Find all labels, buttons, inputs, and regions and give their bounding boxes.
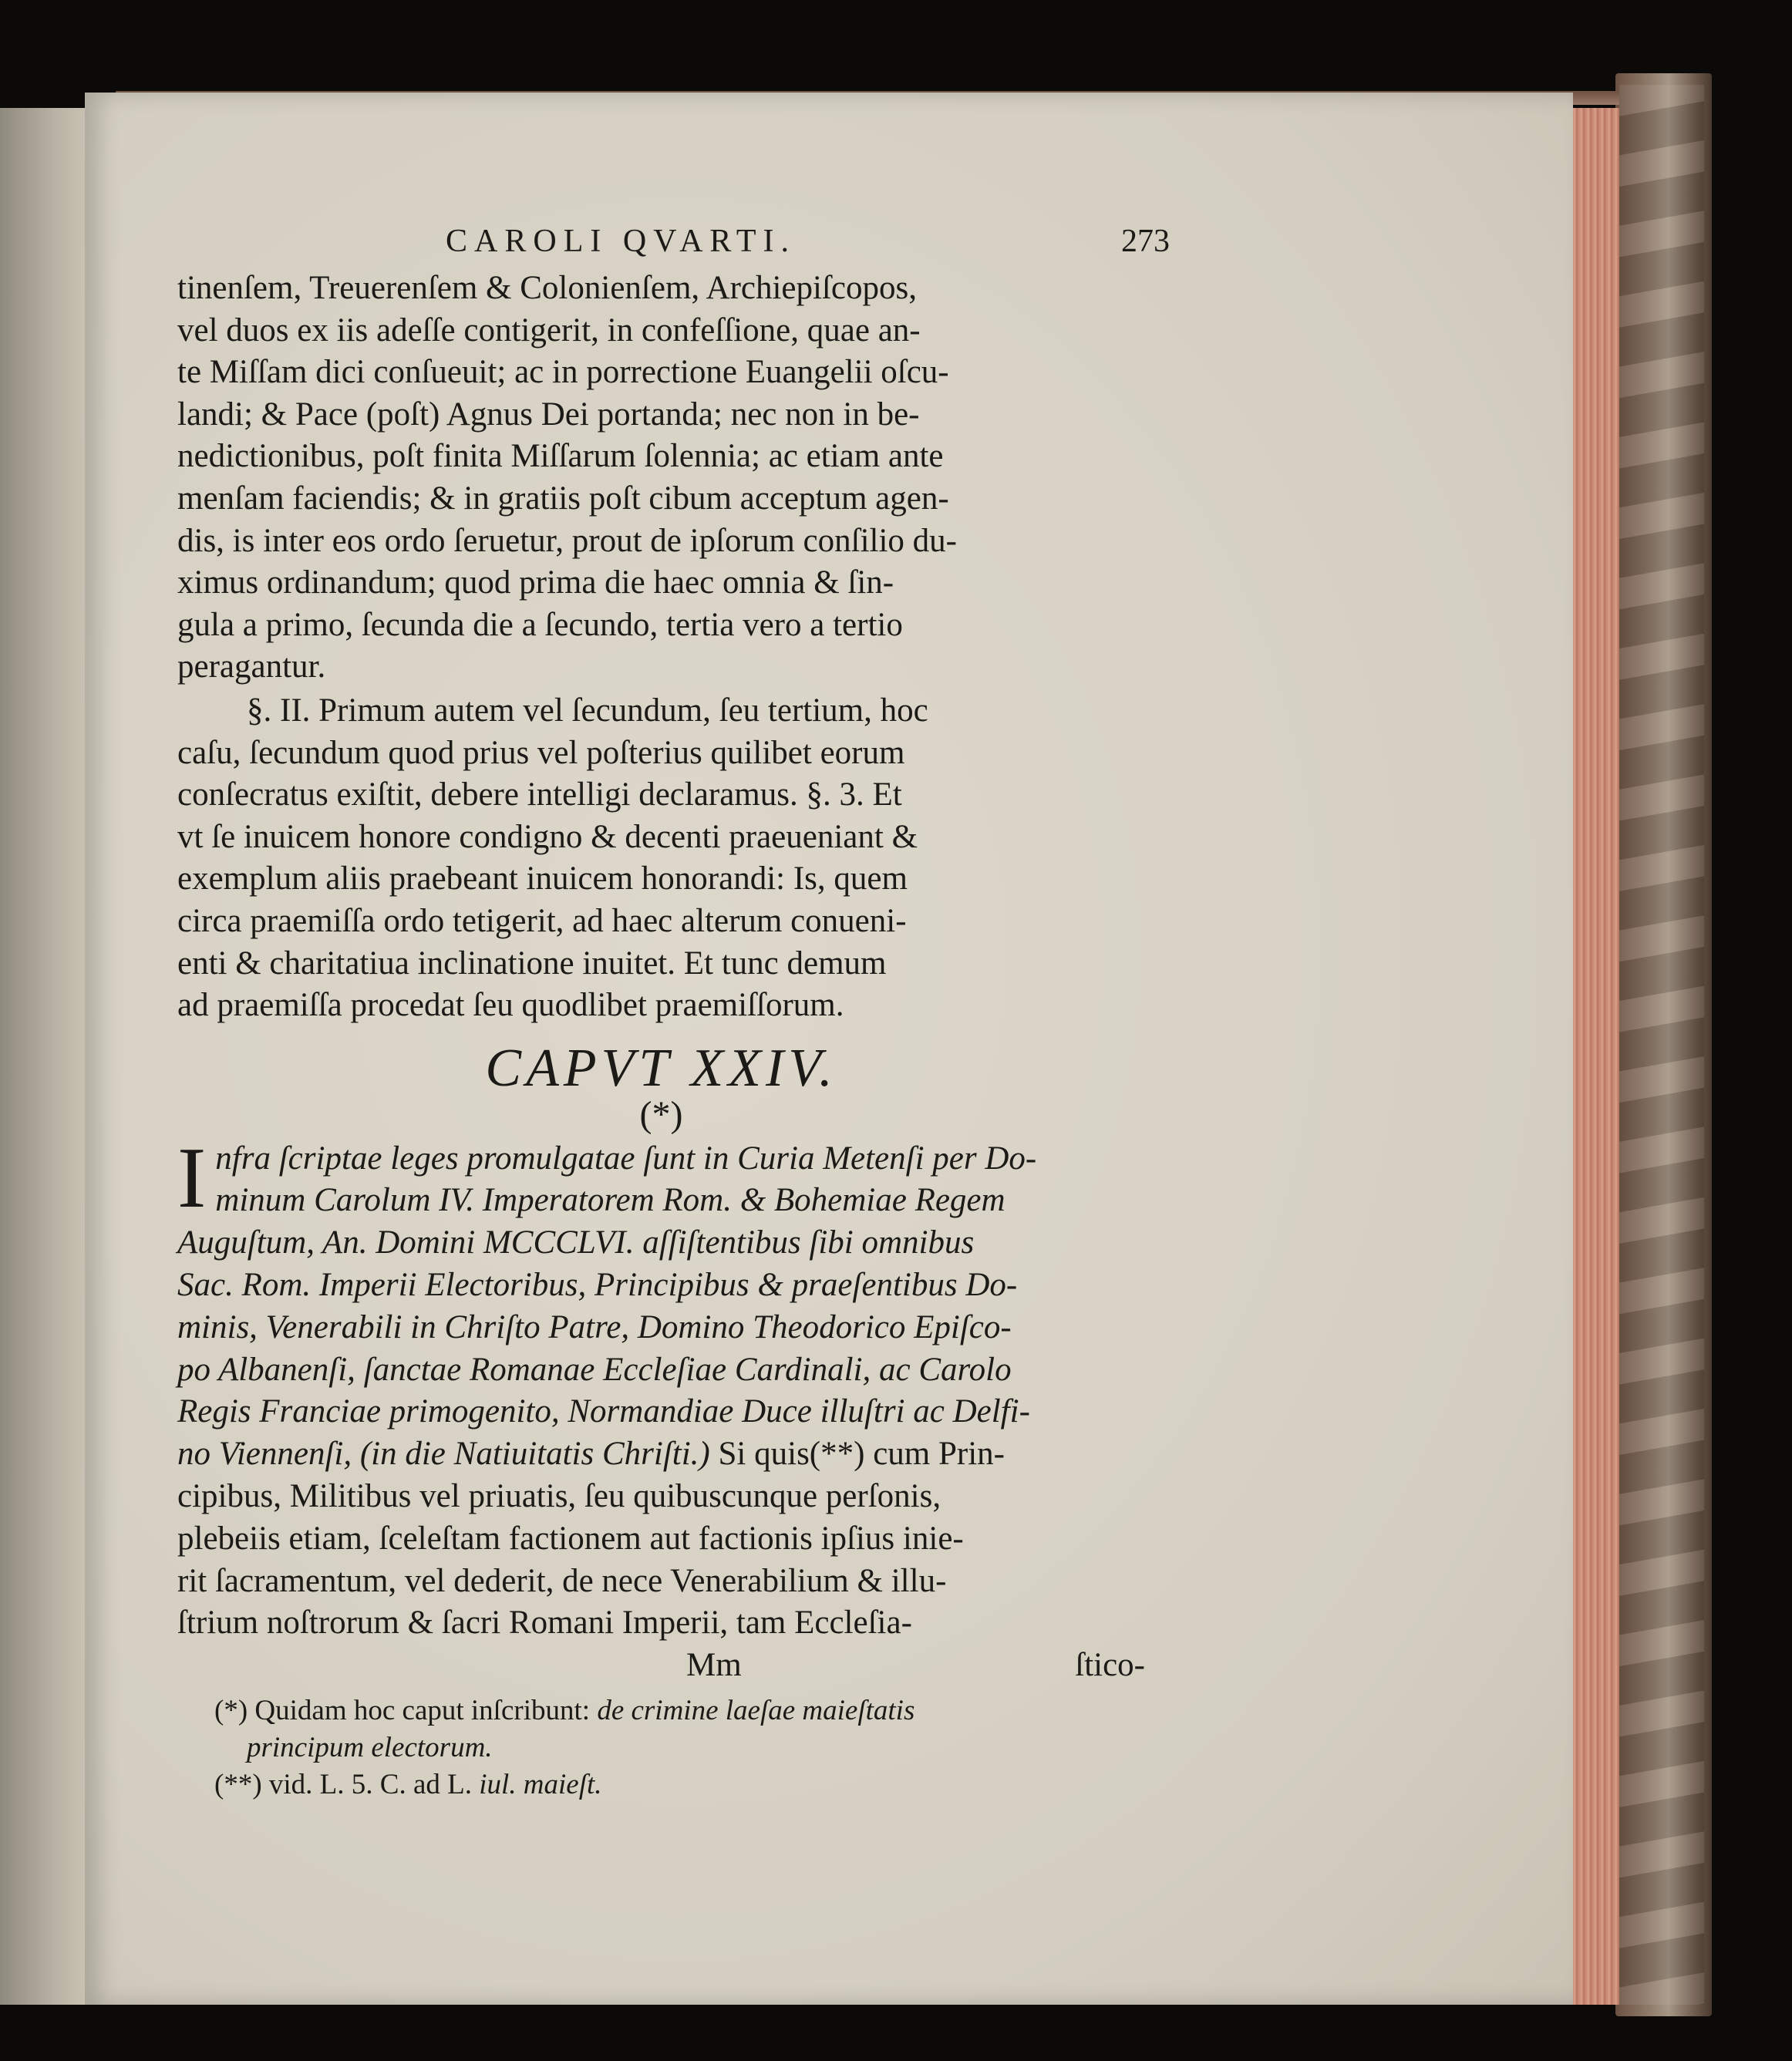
italic-line: Sac. Rom. Imperii Electoribus, Principibus & praeſentibus Do- bbox=[177, 1267, 1018, 1304]
text-line: tinenſem, Treuerenſem & Colonienſem, Archiepiſcopos, bbox=[177, 270, 917, 306]
footnote-italic: de crimine laeſae maieſtatis bbox=[597, 1695, 915, 1727]
text-block bbox=[177, 212, 1170, 1803]
italic-line: nfra ſcriptae leges promulgatae ſunt in Curia Metenſi per Do- bbox=[215, 1140, 1037, 1177]
text-line bbox=[177, 1138, 1145, 1180]
italic-line: po Albanenſi, ſanctae Romanae Eccleſiae Cardinali, ac Carolo bbox=[177, 1351, 1012, 1388]
italic-line: no Viennenſi, (in die Natiuitatis Chriſti.) bbox=[177, 1436, 710, 1473]
text-line bbox=[177, 1180, 1145, 1222]
text-line: gula a primo, ſecunda die a ſecundo, tertia vero a tertio bbox=[177, 606, 903, 643]
chapter-title: CAPVT XXIV. bbox=[485, 1038, 837, 1098]
text-line: exemplum aliis praebeant inuicem honorandi: Is, quem bbox=[177, 860, 908, 897]
left-page-edge bbox=[0, 108, 93, 2005]
footnotes bbox=[177, 1692, 1145, 1803]
footnote-1 bbox=[214, 1692, 1145, 1729]
chapter-note-marker: (*) bbox=[639, 1093, 683, 1135]
drop-cap: I bbox=[177, 1130, 207, 1226]
roman-tail: Si quis(**) cum Prin- bbox=[718, 1436, 1005, 1473]
text-line: vt ſe inuicem honore condigno & decenti praeueniant & bbox=[177, 818, 918, 855]
footnote-italic: principum electorum. bbox=[247, 1732, 493, 1764]
running-title: CAROLI QVARTI. bbox=[446, 224, 797, 259]
text-line: peragantur. bbox=[177, 648, 326, 685]
text-line: ad praemiſſa procedat ſeu quodlibet praemiſſorum. bbox=[177, 987, 844, 1024]
text-line: landi; & Pace (poſt) Agnus Dei portanda; nec non in be- bbox=[177, 396, 920, 433]
text-line: §. II. Primum autem vel ſecundum, ſeu tertium, hoc bbox=[247, 692, 928, 729]
body-paragraph-1 bbox=[177, 268, 1145, 689]
text-line: vel duos ex iis adeſſe contigerit, in confeſſione, quae an- bbox=[177, 312, 921, 349]
cover-texture bbox=[1619, 85, 1704, 2005]
catchword: ſtico- bbox=[1075, 1647, 1145, 1684]
footnote-text: Quidam hoc caput inſcribunt: bbox=[254, 1695, 591, 1727]
text-line: rit ſacramentum, vel dederit, de nece Venerabilium & illu- bbox=[177, 1562, 947, 1599]
footnote-marker: (**) bbox=[214, 1769, 262, 1801]
italic-line: minum Carolum IV. Imperatorem Rom. & Bohemiae Regem bbox=[215, 1182, 1005, 1219]
body-paragraph-2 bbox=[177, 690, 1145, 1027]
italic-line: minis, Venerabili in Chriſto Patre, Domino Theodorico Epiſco- bbox=[177, 1308, 1012, 1345]
page-edges bbox=[1565, 108, 1619, 2005]
text-line: cipibus, Militibus vel priuatis, ſeu quibuscunque perſonis, bbox=[177, 1478, 941, 1515]
text-line: enti & charitatiua inclinatione inuitet. Et tunc demum bbox=[177, 945, 887, 982]
text-line bbox=[177, 1391, 1145, 1433]
text-line bbox=[177, 1349, 1145, 1392]
footnote-marker: (*) bbox=[214, 1695, 248, 1727]
text-line: te Miſſam dici conſueuit; ac in porrectione Euangelii oſcu- bbox=[177, 354, 949, 391]
footnote-1-continued bbox=[214, 1729, 1145, 1766]
text-line: conſecratus exiſtit, debere intelligi declaramus. §. 3. Et bbox=[177, 776, 902, 813]
italic-line: Regis Franciae primogenito, Normandiae Duce illuſtri ac Delfi- bbox=[177, 1393, 1030, 1430]
signature-mark: Mm bbox=[686, 1647, 742, 1684]
text-line bbox=[177, 1265, 1145, 1307]
text-line: plebeiis etiam, ſceleſtam factionem aut factionis ipſius inie- bbox=[177, 1520, 964, 1557]
text-line bbox=[177, 1222, 1145, 1265]
footnote-text: vid. L. 5. C. ad L. bbox=[268, 1769, 472, 1801]
text-line bbox=[177, 1433, 1145, 1476]
page-number: 273 bbox=[1121, 224, 1170, 259]
text-line: ſtrium noſtrorum & ſacri Romani Imperii, tam Eccleſia- bbox=[177, 1605, 912, 1642]
signature-line bbox=[177, 1645, 1145, 1686]
text-line: ximus ordinandum; quod prima die haec omnia & ſin- bbox=[177, 564, 894, 601]
italic-line: Auguſtum, An. Domini MCCCLVI. aſſiſtentibus ſibi omnibus bbox=[177, 1224, 975, 1261]
footnote-italic: iul. maieſt. bbox=[479, 1769, 602, 1801]
chapter-intro bbox=[177, 1130, 1145, 1645]
text-line: dis, is inter eos ordo ſeruetur, prout de ipſorum conſilio du- bbox=[177, 522, 957, 559]
text-line: menſam faciendis; & in gratiis poſt cibum acceptum agen- bbox=[177, 480, 949, 517]
text-line: circa praemiſſa ordo tetigerit, ad haec alterum conueni- bbox=[177, 902, 907, 939]
footnote-2 bbox=[214, 1766, 1145, 1803]
text-line: caſu, ſecundum quod prius vel poſterius quilibet eorum bbox=[177, 734, 905, 771]
text-line bbox=[177, 1307, 1145, 1349]
text-line: nedictionibus, poſt finita Miſſarum ſolennia; ac etiam ante bbox=[177, 438, 944, 475]
running-head bbox=[177, 212, 1170, 266]
